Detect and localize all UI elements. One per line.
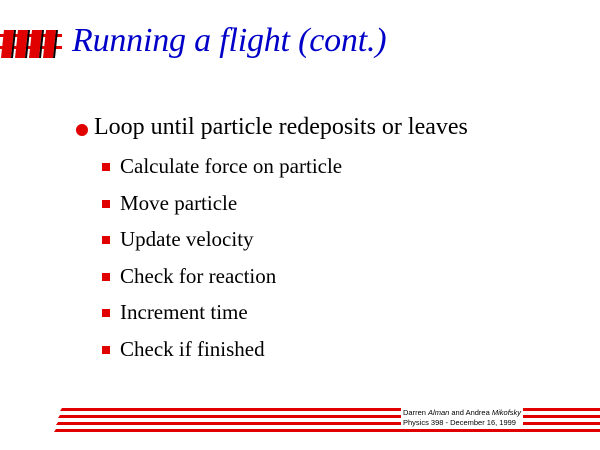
main-bullet-icon [76, 124, 88, 136]
sub-point-text: Calculate force on particle [120, 154, 343, 178]
footer-course-line: Physics 398 - December 16, 1999 [403, 418, 516, 427]
square-bullet-icon [102, 163, 110, 171]
sub-point-text: Increment time [120, 300, 248, 324]
square-bullet-icon [102, 200, 110, 208]
square-bullet-icon [102, 236, 110, 244]
footer-authors [403, 408, 521, 418]
slide-title: Running a flight (cont.) [72, 22, 387, 59]
author-connector: and [451, 408, 464, 417]
square-bullet-icon [102, 309, 110, 317]
square-bullet-icon [102, 273, 110, 281]
logo-red-bars [0, 30, 62, 58]
sub-point-text: Check for reaction [120, 263, 277, 288]
square-bullet-icon [102, 346, 110, 354]
footer-credit [401, 408, 523, 428]
author-1-last: Alman [428, 408, 450, 417]
sub-point-text: Move particle [120, 190, 238, 215]
sub-point-text: Check if finished [120, 336, 265, 361]
main-point: Loop until particle redeposits or leaves [94, 114, 468, 140]
sub-point-text: Update velocity [120, 227, 254, 251]
author-2-first: Andrea [465, 408, 490, 417]
author-2-last: Mikofsky [491, 408, 522, 417]
author-1-first: Darren [403, 408, 426, 417]
